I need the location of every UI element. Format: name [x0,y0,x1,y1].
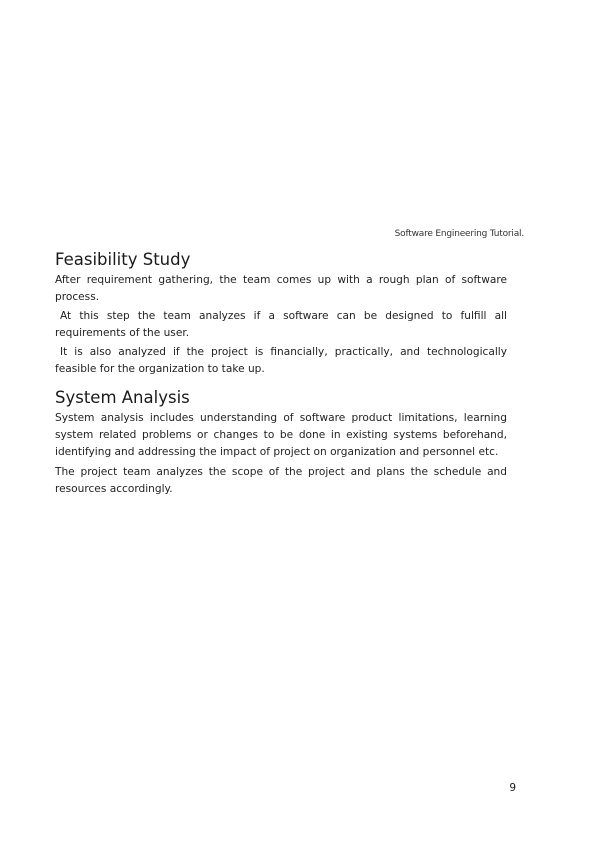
paragraph: It is also analyzed if the project is financially, practically, and technologically feasible for the organization to take up. [55,346,507,375]
paragraph: After requirement gathering, the team comes up with a rough plan of software process. [55,274,507,303]
paragraph: At this step the team analyzes if a software can be designed to fulfill all requirements of the user. [55,310,507,339]
paragraph: System analysis includes understanding of software product limitations, learning system related problems or changes to be done in existing systems beforehand, identifying and addressing the impact of project on organization and personnel etc. [55,412,507,458]
page-number: 9 [509,782,516,794]
paragraph: The project team analyzes the scope of the project and plans the schedule and resources accordingly. [55,466,507,495]
section-heading-system-analysis: System Analysis [55,388,190,407]
section-heading-feasibility-study: Feasibility Study [55,250,191,269]
running-header: Software Engineering Tutorial. [394,229,524,239]
